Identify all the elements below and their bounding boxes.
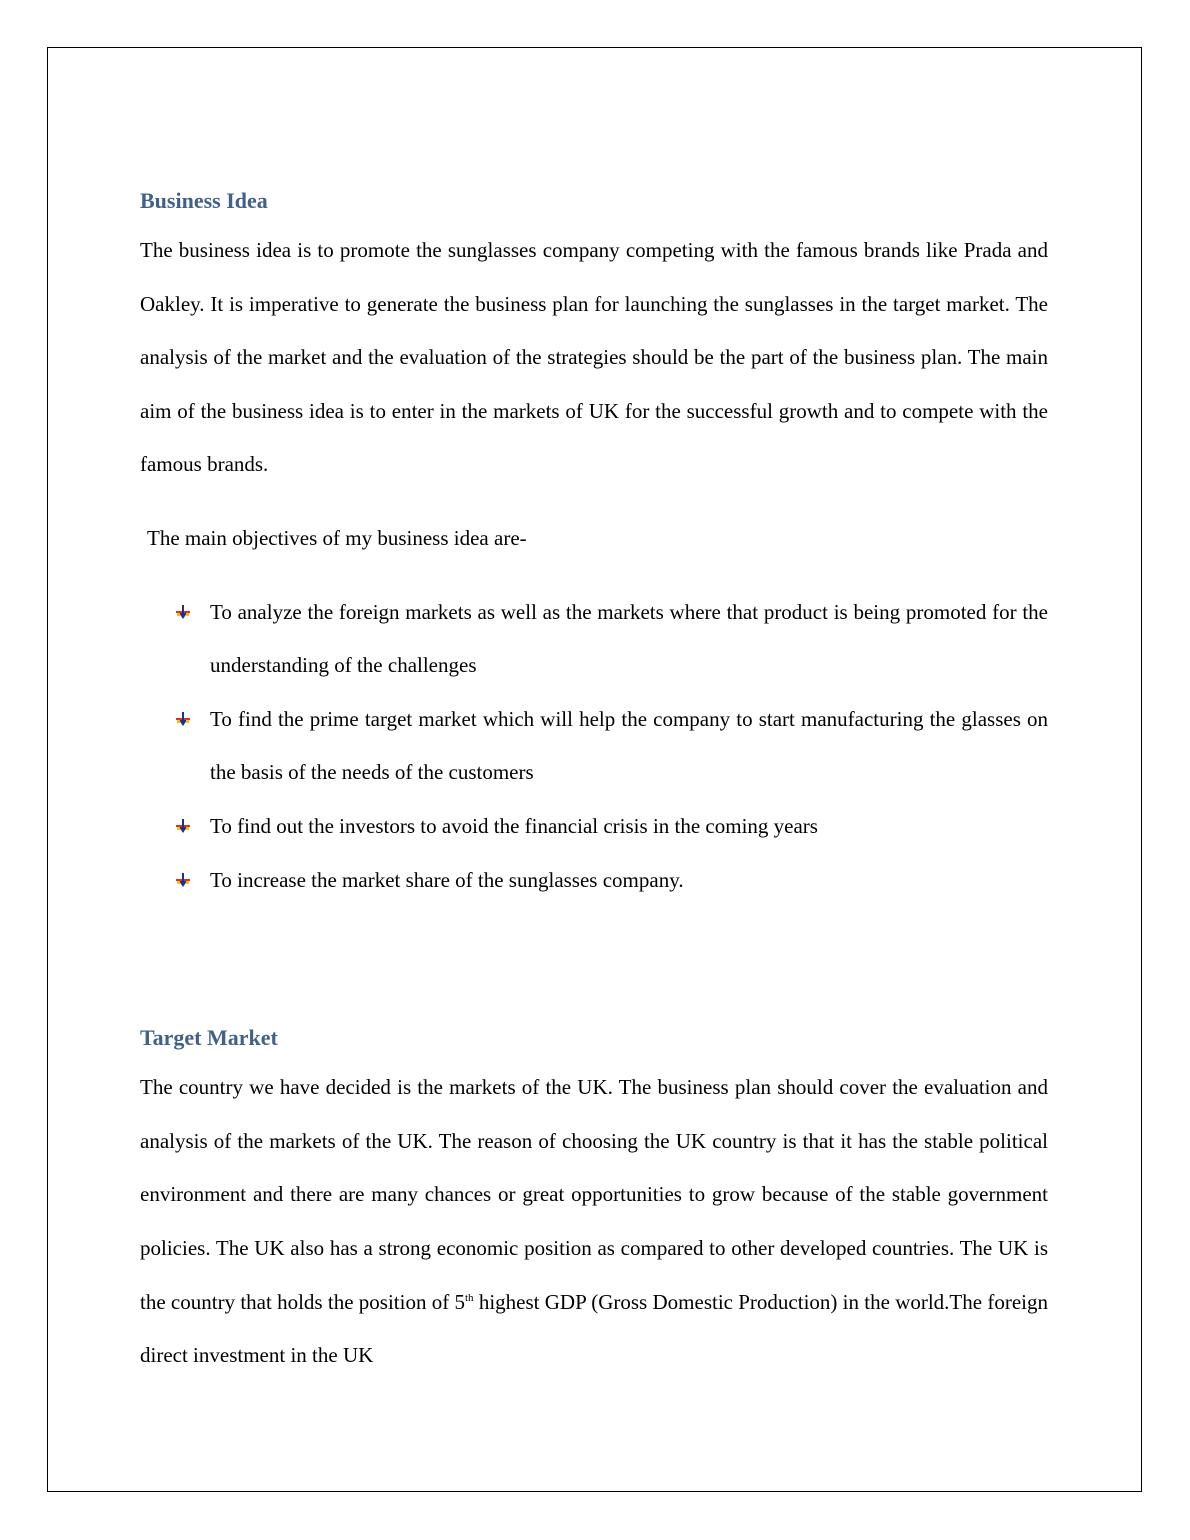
list-item	[140, 854, 1048, 908]
arrow-down-plus-icon	[175, 604, 191, 620]
objectives-list	[140, 586, 1048, 908]
objective-text: To find out the investors to avoid the financial crisis in the coming years	[210, 813, 818, 838]
target-market-paragraph	[140, 1061, 1048, 1383]
target-market-heading: Target Market	[140, 1025, 278, 1051]
arrow-down-plus-icon	[175, 818, 191, 834]
list-item	[140, 586, 1048, 693]
target-market-text-part1: The country we have decided is the markets of the UK. The business plan should cover the evaluation and analysis of the markets of the UK. The reason of choosing the UK country is that it has the stable political environment and there are many chances or great opportunities to grow because of the stable government policies. The UK also has a strong economic position as compared to other developed countries. The UK is the country that holds the position of 5	[140, 1075, 1048, 1314]
document-body	[140, 180, 1048, 1383]
list-item	[140, 693, 1048, 800]
objective-text: To analyze the foreign markets as well as the markets where that product is being promoted for the understanding of the challenges	[210, 599, 1048, 678]
objective-text: To find the prime target market which will help the company to start manufacturing the glasses on the basis of the needs of the customers	[210, 706, 1048, 785]
business-idea-heading: Business Idea	[140, 188, 268, 213]
objectives-intro: The main objectives of my business idea are-	[147, 525, 527, 550]
objective-text: To increase the market share of the sunglasses company.	[210, 867, 684, 892]
business-idea-paragraph: The business idea is to promote the sunglasses company competing with the famous brands like Prada and Oakley. It is imperative to generate the business plan for launching the sunglasses in the target market. The analysis of the market and the evaluation of the strategies should be the part of the business plan. The main aim of the business idea is to enter in the markets of UK for the successful growth and to compete with the famous brands.	[140, 238, 1048, 477]
target-market-text-part2: highest GDP (Gross Domestic Production) in the world.The foreign direct investment in the UK	[140, 1289, 1048, 1368]
list-item	[140, 800, 1048, 854]
arrow-down-plus-icon	[175, 711, 191, 727]
ordinal-superscript: th	[464, 1291, 474, 1304]
arrow-down-plus-icon	[175, 872, 191, 888]
